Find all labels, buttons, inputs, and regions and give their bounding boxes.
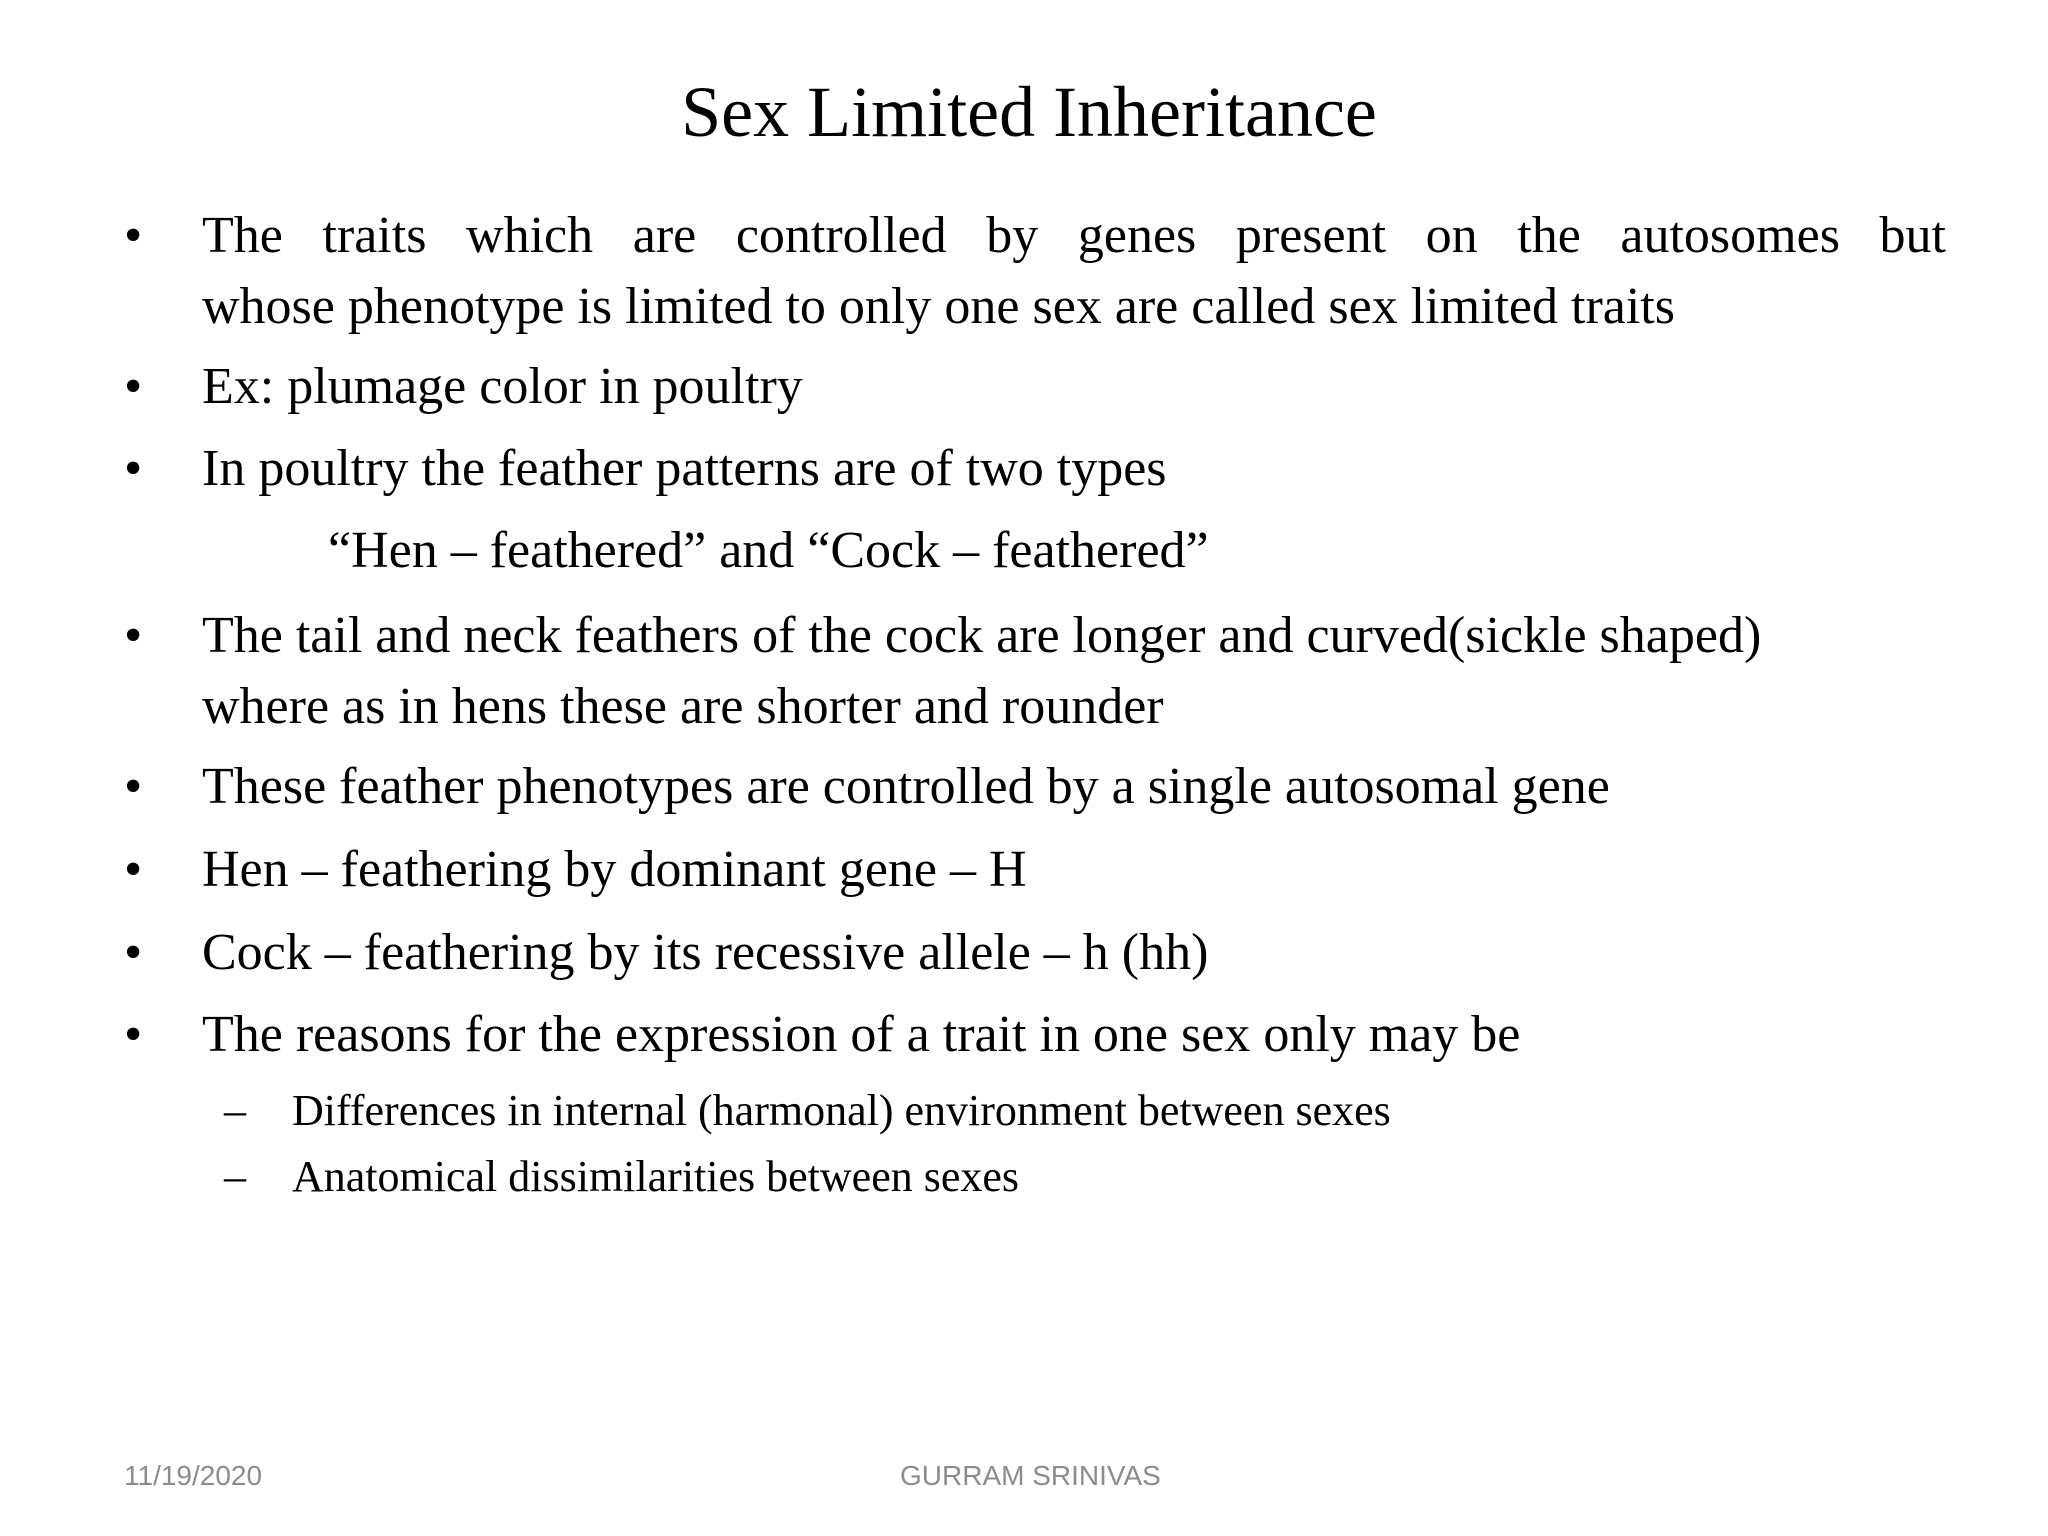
- bullet-marker: •: [124, 758, 143, 815]
- bullet-marker: •: [124, 358, 143, 415]
- bullet-1-line-1: The traits which are controlled by genes present on the autosomes but: [202, 207, 1946, 264]
- bullet-3-line-1: In poultry the feather patterns are of two types: [202, 440, 1167, 497]
- sub-bullet-2: Anatomical dissimilarities between sexes: [292, 1152, 1020, 1201]
- bullet-5-line-1: These feather phenotypes are controlled by a single autosomal gene: [202, 758, 1610, 815]
- bullet-3-continuation: “Hen – feathered” and “Cock – feathered”: [328, 522, 1209, 579]
- bullet-marker: •: [124, 207, 143, 264]
- footer-date: 11/19/2020: [124, 1460, 263, 1491]
- bullet-marker: •: [124, 841, 143, 898]
- bullet-marker: •: [124, 607, 143, 664]
- slide-title: Sex Limited Inheritance: [681, 72, 1377, 152]
- bullet-4-line-2: where as in hens these are shorter and rounder: [202, 678, 1164, 735]
- bullet-6-line-1: Hen – feathering by dominant gene – H: [202, 841, 1027, 898]
- bullet-marker: •: [124, 440, 143, 497]
- bullet-8-line-1: The reasons for the expression of a trait in one sex only may be: [202, 1006, 1521, 1063]
- sub-bullet-1: Differences in internal (harmonal) environment between sexes: [292, 1086, 1391, 1135]
- sub-bullet-marker: –: [224, 1086, 246, 1135]
- bullet-7-line-1: Cock – feathering by its recessive allele – h (hh): [202, 924, 1209, 981]
- bullet-marker: •: [124, 1006, 143, 1063]
- bullet-marker: •: [124, 924, 143, 981]
- bullet-4-line-1: The tail and neck feathers of the cock are longer and curved(sickle shaped): [202, 607, 1762, 664]
- footer-author: GURRAM SRINIVAS: [900, 1460, 1161, 1491]
- sub-bullet-marker: –: [224, 1152, 246, 1201]
- bullet-2-line-1: Ex: plumage color in poultry: [202, 358, 803, 415]
- bullet-1-line-2: whose phenotype is limited to only one sex are called sex limited traits: [202, 278, 1675, 335]
